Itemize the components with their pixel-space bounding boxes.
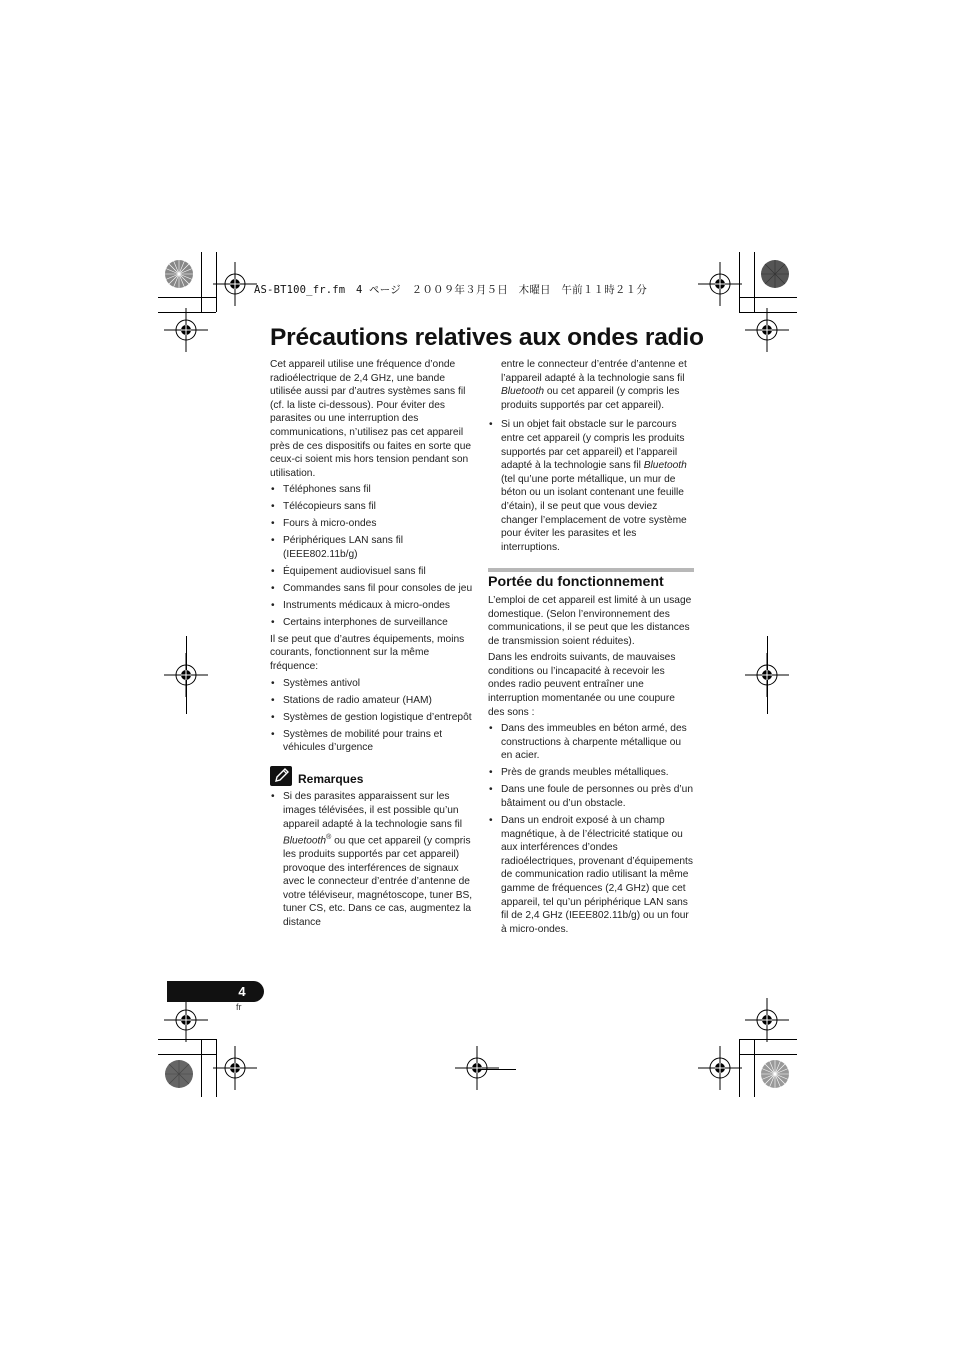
rosette-target-icon (164, 259, 194, 289)
rosette-target-icon (760, 259, 790, 289)
other-equipment-list (270, 677, 475, 755)
section-title: Portée du fonctionnement (488, 574, 664, 591)
list-item: • Dans des immeubles en béton armé, des constructions à charpente métallique ou en acier. (488, 722, 694, 763)
remarks-header (270, 765, 475, 787)
other-equipment-paragraph: Il se peut que d’autres équipements, moins courants, fonctionnent sur la même fréquence: (270, 633, 465, 672)
range-paragraph: L’emploi de cet appareil est limité à un usage domestique. (Selon l’environnement des communications, il se peut que les distances de transmission soient réduites). (488, 594, 692, 647)
conditions-paragraph: Dans les endroits suivants, de mauvaises conditions ou l’incapacité à recevoir les ondes radio peuvent entraîner une interruption momentanée ou une coupure des sons : (488, 652, 676, 718)
list-item: • Systèmes de mobilité pour trains et véhicules d’urgence (270, 728, 475, 755)
registration-mark-icon (213, 262, 257, 306)
list-item (488, 418, 694, 554)
list-item: • Télécopieurs sans fil (270, 500, 475, 514)
registration-mark-icon (164, 653, 208, 697)
registration-mark-icon (164, 998, 208, 1042)
registration-mark-icon (213, 1046, 257, 1090)
registration-mark-icon (745, 308, 789, 352)
list-item: • Systèmes de gestion logistique d’entrepôt (270, 711, 475, 725)
registration-mark-icon (745, 653, 789, 697)
page-title: Précautions relatives aux ondes radio (270, 324, 704, 351)
file-slug: AS-BT100_fr.fm 4 ページ ２００９年３月５日 木曜日 午前１１時２１分 (254, 284, 648, 296)
list-item: • Systèmes antivol (270, 677, 475, 691)
right-column (488, 358, 694, 940)
device-list (270, 483, 475, 629)
bluetooth-term: Bluetooth (501, 386, 545, 398)
registration-mark-icon (698, 1046, 742, 1090)
places-list (488, 722, 694, 936)
list-item: • Commandes sans fil pour consoles de jeu (270, 582, 475, 596)
section-divider (488, 568, 694, 572)
language-code: fr (236, 1002, 242, 1012)
intro-paragraph: Cet appareil utilise une fréquence d’onde radioélectrique de 2,4 GHz, une bande utilisée aussi par d’autres systèmes sans fil (cf. la liste ci-dessous). Pour éviter des parasites ou une interruption des communications, n’utilisez pas cet appareil près de ces dispositifs ou faites en sorte que ceux-ci soient mis hors tension pendant son utilisation. (270, 359, 472, 479)
list-item: • Équipement audiovisuel sans fil (270, 565, 475, 579)
list-item: • Téléphones sans fil (270, 483, 475, 497)
list-item: • Périphériques LAN sans fil (IEEE802.11b/g) (270, 534, 475, 561)
remark-text: ou que cet appareil (y compris les produits supportés par cet appareil) provoque des interférences de signaux avec le connecteur d’entrée d’antenne de votre téléviseur, magnétoscope, tuner BS, tuner CS, etc. Dans ce cas, augmentez la distance (283, 835, 473, 929)
remarks-list (270, 790, 475, 929)
list-item: • Stations de radio amateur (HAM) (270, 694, 475, 708)
list-item: • Dans un endroit exposé à un champ magnétique, à de l’électricité statique ou aux interférences d’ondes radioélectriques, provenant d’équipements de communication radio utilisant la même gamme de fréquences (2,4 GHz) que cet appareil, tel qu’un périphérique LAN sans fil de 2,4 GHz (IEEE802.11b/g) ou un four à micro-ondes. (488, 814, 694, 936)
registration-mark-icon (455, 1046, 499, 1090)
list-item: • Dans une foule de personnes ou près d’un bâtaiment ou d’un obstacle. (488, 783, 694, 810)
rosette-target-icon (760, 1059, 790, 1089)
list-item: • Près de grands meubles métalliques. (488, 766, 694, 780)
remark-text: (tel qu’une porte métallique, un mur de béton ou un isolant contenant une feuille d’étain), il se peut que vous deviez changer l’emplacement de votre système pour éviter les parasites et les interruptions. (501, 473, 687, 553)
left-column (270, 358, 475, 933)
remarks-title: Remarques (298, 771, 364, 786)
registration-mark-icon (164, 308, 208, 352)
page-number: 4 (238, 984, 246, 999)
pencil-note-icon (270, 766, 292, 786)
list-item: • Certains interphones de surveillance (270, 616, 475, 630)
remark-text: Si un objet fait obstacle sur le parcours entre cet appareil (y compris les produits supportés par cet appareil) et l’appareil adapté à la technologie sans fil (501, 419, 685, 472)
remark-text: Si des parasites apparaissent sur les images télévisées, il est possible qu’un appareil adapté à la technologie sans fil (283, 791, 462, 830)
remark-continuation (488, 358, 694, 412)
bluetooth-term: Bluetooth (283, 835, 327, 847)
remarks-list-continued (488, 418, 694, 554)
list-item: • Instruments médicaux à micro-ondes (270, 599, 475, 613)
bluetooth-term: Bluetooth (643, 460, 687, 472)
registration-mark-icon (745, 998, 789, 1042)
list-item (270, 790, 475, 929)
rosette-target-icon (164, 1059, 194, 1089)
remark-text: ou cet appareil (y compris les produits supportés par cet appareil). (501, 386, 680, 411)
remark-text: entre le connecteur d’entrée d’antenne et l’appareil adapté à la technologie sans fil (501, 359, 687, 384)
list-item: • Fours à micro-ondes (270, 517, 475, 531)
registered-mark: ® (326, 834, 332, 842)
